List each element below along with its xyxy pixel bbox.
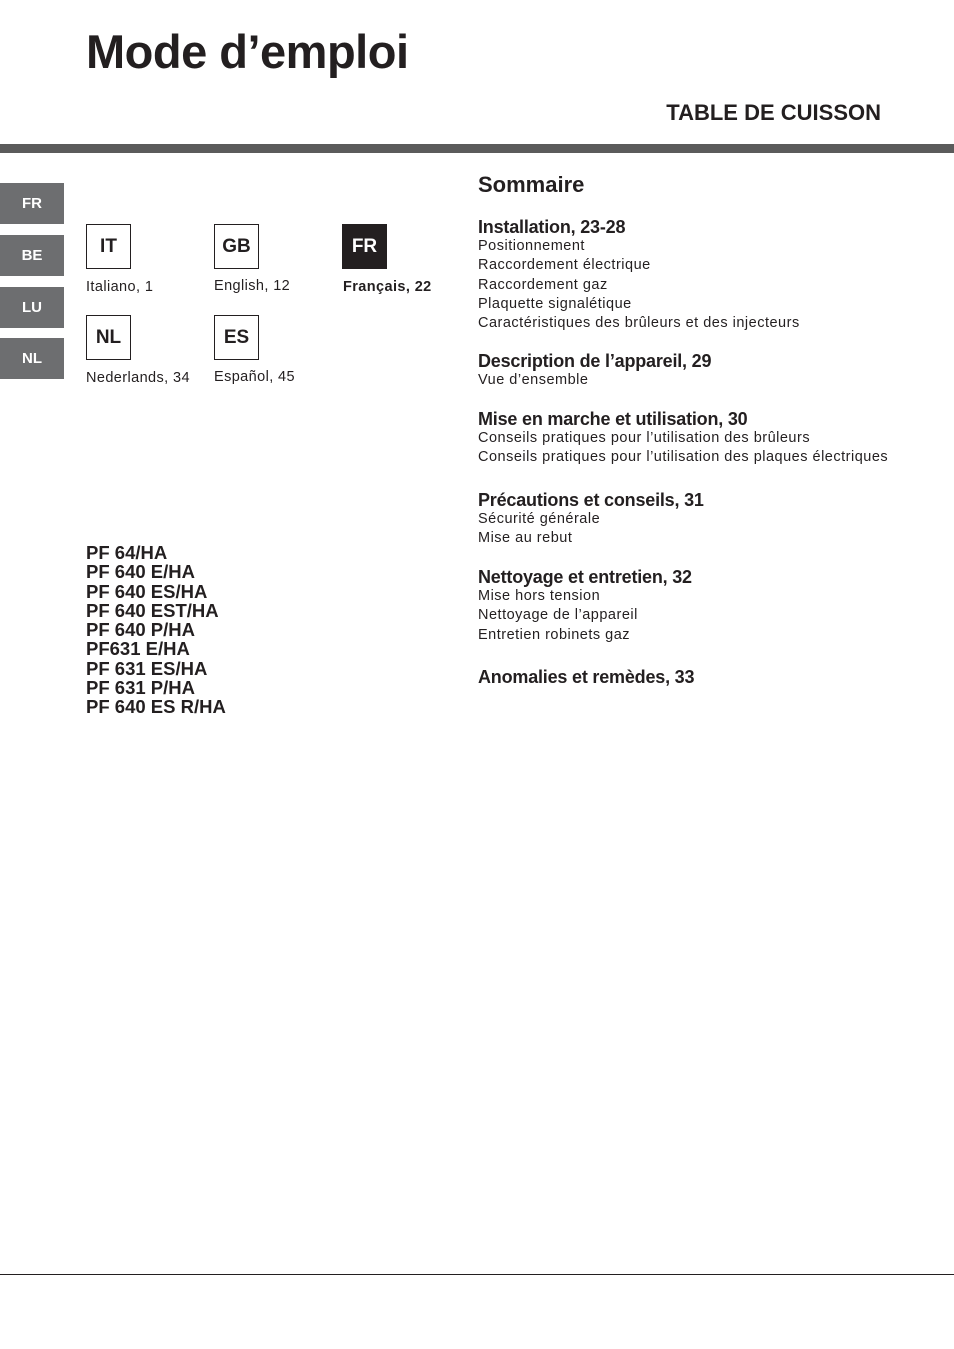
toc-section-mise-en-marche — [478, 409, 888, 468]
document-subtitle: TABLE DE CUISSON — [666, 100, 881, 125]
toc-item[interactable]: Conseils pratiques pour l’utilisation des brûleurs — [478, 430, 811, 446]
toc-item[interactable]: Vue d’ensemble — [478, 372, 589, 388]
toc-item[interactable]: Mise au rebut — [478, 530, 573, 547]
toc-section-installation — [478, 217, 800, 333]
language-box-gb[interactable]: GB — [214, 224, 259, 269]
language-label-fr[interactable]: Français, 22 — [343, 279, 432, 295]
toc-item[interactable]: Sécurité générale — [478, 511, 601, 527]
side-tab-be[interactable]: BE — [0, 235, 64, 276]
language-box-es[interactable]: ES — [214, 315, 259, 360]
model-item: PF 640 ES/HA — [86, 580, 208, 602]
footer-divider — [0, 1274, 954, 1275]
model-item: PF 640 ES R/HA — [86, 696, 226, 718]
toc-heading[interactable]: Nettoyage et entretien, 32 — [478, 567, 692, 587]
toc-item[interactable]: Raccordement électrique — [478, 257, 651, 274]
model-item: PF 631 P/HA — [86, 677, 195, 699]
toc-heading[interactable]: Précautions et conseils, 31 — [478, 490, 704, 510]
side-tab-lu[interactable]: LU — [0, 287, 64, 328]
toc-section-precautions — [478, 490, 704, 549]
model-item: PF 64/HA — [86, 542, 168, 563]
toc-item[interactable]: Nettoyage de l’appareil — [478, 607, 638, 624]
toc-title: Sommaire — [478, 172, 585, 197]
toc-heading[interactable]: Anomalies et remèdes, 33 — [478, 667, 695, 687]
toc-item[interactable]: Positionnement — [478, 238, 585, 254]
language-box-nl[interactable]: NL — [86, 315, 131, 360]
toc-section-description — [478, 351, 711, 390]
header-divider — [0, 144, 954, 153]
language-box-it[interactable]: IT — [86, 224, 131, 269]
model-list — [86, 543, 226, 717]
model-item: PF631 E/HA — [86, 638, 190, 660]
language-label-nl[interactable]: Nederlands, 34 — [86, 370, 190, 386]
side-tab-fr[interactable]: FR — [0, 183, 64, 224]
toc-item[interactable]: Conseils pratiques pour l’utilisation des plaques électriques — [478, 449, 889, 466]
model-item: PF 640 E/HA — [86, 561, 195, 583]
language-label-it[interactable]: Italiano, 1 — [86, 279, 154, 295]
toc-item[interactable]: Caractéristiques des brûleurs et des injecteurs — [478, 315, 800, 332]
page-title: Mode d’emploi — [86, 25, 409, 78]
toc-item[interactable]: Raccordement gaz — [478, 276, 608, 293]
language-box-fr[interactable]: FR — [342, 224, 387, 269]
language-label-gb[interactable]: English, 12 — [214, 278, 291, 294]
toc-item[interactable]: Plaquette signalétique — [478, 295, 632, 312]
model-item: PF 631 ES/HA — [86, 657, 208, 679]
toc-item[interactable]: Entretien robinets gaz — [478, 626, 631, 643]
toc-heading[interactable]: Description de l’appareil, 29 — [478, 351, 712, 371]
toc-heading[interactable]: Installation, 23-28 — [478, 217, 626, 237]
toc-item[interactable]: Mise hors tension — [478, 588, 601, 604]
side-tab-nl[interactable]: NL — [0, 338, 64, 379]
model-item: PF 640 P/HA — [86, 619, 195, 641]
language-label-es[interactable]: Español, 45 — [214, 369, 295, 385]
toc-section-nettoyage — [478, 567, 692, 645]
model-item: PF 640 EST/HA — [86, 599, 219, 621]
toc-heading[interactable]: Mise en marche et utilisation, 30 — [478, 409, 748, 429]
toc-section-anomalies — [478, 667, 694, 687]
